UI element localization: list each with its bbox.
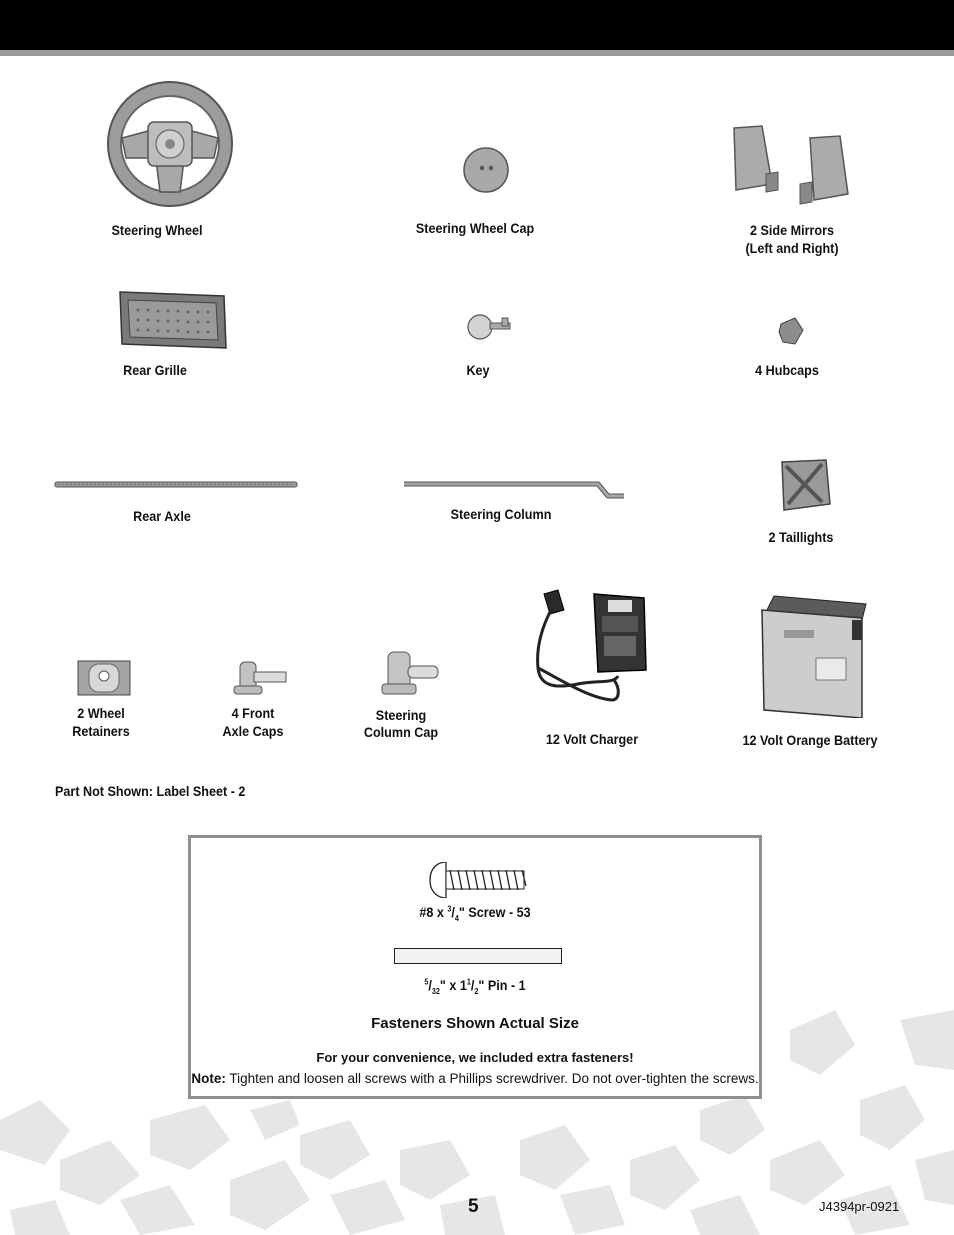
wheel-retainers-label-2: Retainers (72, 723, 130, 739)
hubcap-image (777, 316, 805, 346)
wheel-retainer-image (77, 660, 131, 696)
front-axle-caps-label-2: Axle Caps (222, 723, 284, 739)
actual-size-heading: Fasteners Shown Actual Size (371, 1015, 579, 1032)
front-axle-cap-image (232, 660, 288, 696)
side-mirrors-image (728, 124, 850, 208)
screw-label: #8 x $^3/_4$" Screw - 53 (419, 904, 531, 923)
part-not-shown-note: Part Not Shown: Label Sheet - 2 (55, 783, 246, 799)
steering-wheel-label: Steering Wheel (111, 222, 203, 238)
taillight-image (776, 456, 832, 514)
front-axle-caps-label-1: 4 Front (231, 705, 275, 721)
wheel-retainers-label-1: 2 Wheel (77, 705, 125, 721)
charger-label: 12 Volt Charger (545, 731, 639, 747)
side-mirrors-label-1: 2 Side Mirrors (749, 222, 835, 238)
taillights-label: 2 Taillights (768, 529, 834, 545)
pin-label: $^5/_{32}$" x $1^1/_2$" Pin - 1 (424, 977, 526, 996)
steering-wheel-cap-image (462, 146, 510, 194)
screwdriver-note: Note: Tighten and loosen all screws with a Phillips screwdriver. Do not over-tighten the screws. (191, 1071, 759, 1086)
charger-image (528, 588, 652, 716)
battery-label: 12 Volt Orange Battery (742, 732, 878, 748)
steering-column-cap-label-1: Steering (375, 707, 427, 723)
header-stripe (0, 50, 954, 56)
side-mirrors-label-2: (Left and Right) (745, 240, 839, 256)
key-label: Key (466, 362, 490, 378)
steering-column-cap-image (380, 650, 440, 696)
hubcaps-label: 4 Hubcaps (755, 362, 819, 378)
rear-axle-image (54, 480, 298, 490)
battery-image (758, 594, 870, 718)
steering-column-cap-label-2: Column Cap (363, 724, 439, 740)
rear-grille-image (116, 288, 230, 352)
steering-column-label: Steering Column (450, 506, 552, 522)
extra-fasteners-note: For your convenience, we included extra fasteners! (316, 1050, 634, 1065)
rear-axle-label: Rear Axle (133, 508, 191, 524)
header-bar (0, 0, 954, 50)
screw-image (428, 862, 530, 898)
steering-column-image (402, 478, 628, 504)
document-code: J4394pr-0921 (819, 1199, 900, 1214)
steering-wheel-image (104, 80, 234, 210)
fastener-box (188, 835, 762, 1099)
pin-image (394, 948, 562, 964)
key-image (466, 312, 514, 342)
page-number: 5 (468, 1196, 479, 1217)
steering-wheel-cap-label: Steering Wheel Cap (415, 220, 535, 236)
rear-grille-label: Rear Grille (123, 362, 187, 378)
